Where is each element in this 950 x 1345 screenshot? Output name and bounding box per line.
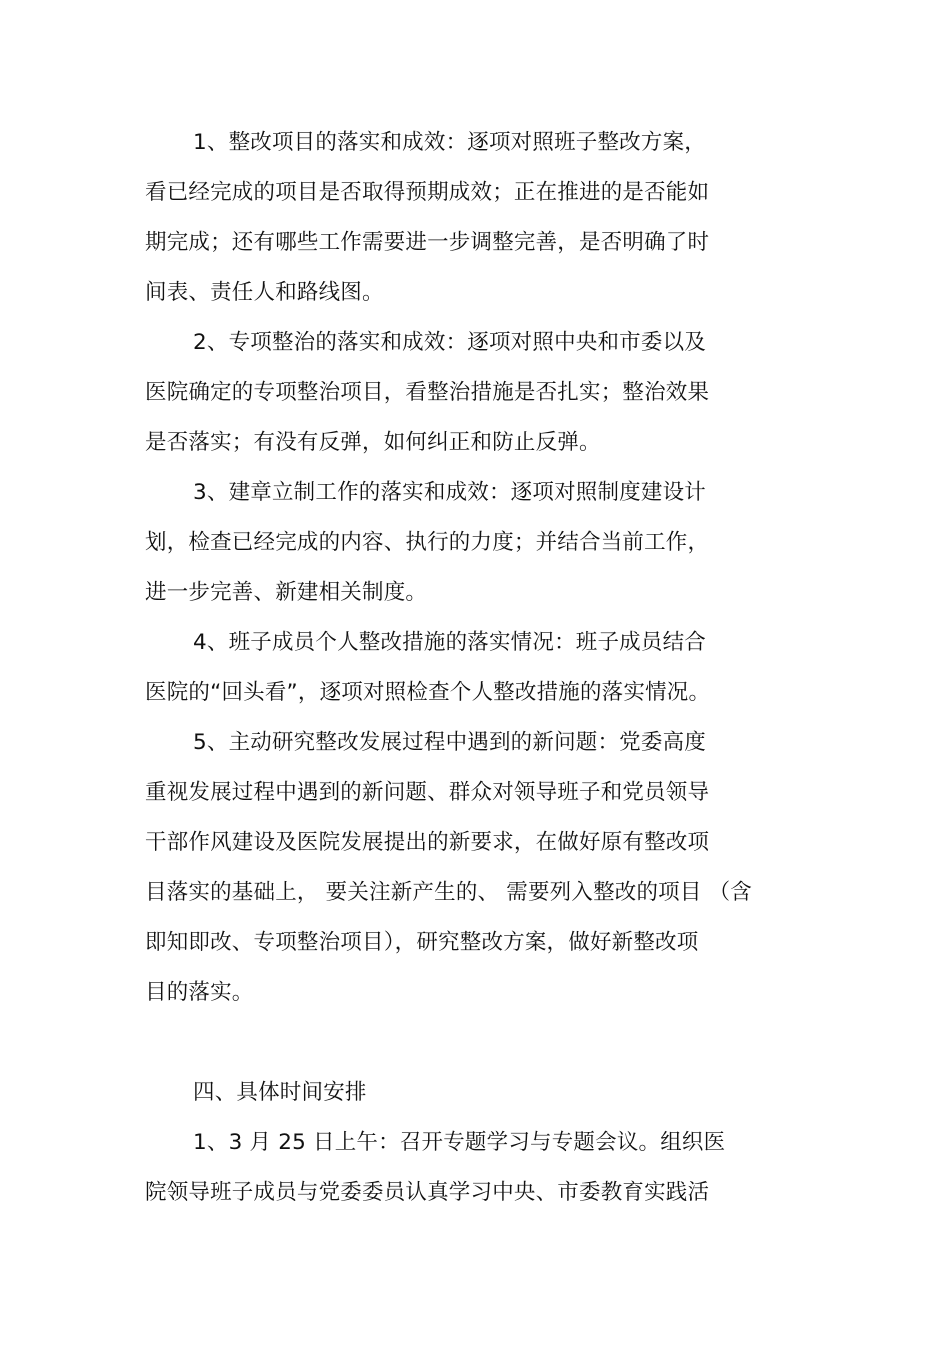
paragraph-2-line-2: 医院确定的专项整治项目，看整治措施是否扎实；整治效果 — [145, 380, 710, 405]
paragraph-5-line-4: 目落实的基础上， 要关注新产生的、 需要列入整改的项目 （含 — [145, 880, 753, 905]
paragraph-5-line-1: 5、主动研究整改发展过程中遇到的新问题：党委高度 — [193, 730, 706, 755]
paragraph-5-line-3: 干部作风建设及医院发展提出的新要求，在做好原有整改项 — [145, 830, 710, 855]
paragraph-2-line-3: 是否落实；有没有反弹，如何纠正和防止反弹。 — [145, 430, 601, 455]
paragraph-1-line-2: 看已经完成的项目是否取得预期成效；正在推进的是否能如 — [145, 180, 710, 205]
paragraph-3-line-2: 划，检查已经完成的内容、执行的力度；并结合当前工作， — [145, 530, 710, 555]
paragraph-1-line-4: 间表、责任人和路线图。 — [145, 280, 384, 305]
paragraph-1-line-3: 期完成；还有哪些工作需要进一步调整完善，是否明确了时 — [145, 230, 710, 255]
schedule-item-1-line-1: 1、3 月 25 日上午：召开专题学习与专题会议。组织医 — [193, 1130, 726, 1155]
paragraph-3-line-1: 3、建章立制工作的落实和成效：逐项对照制度建设计 — [193, 480, 706, 505]
paragraph-4-line-2: 医院的“回头看”，逐项对照检查个人整改措施的落实情况。 — [145, 680, 711, 705]
paragraph-5-line-6: 目的落实。 — [145, 980, 254, 1005]
paragraph-4-line-1: 4、班子成员个人整改措施的落实情况：班子成员结合 — [193, 630, 706, 655]
schedule-item-1-line-2: 院领导班子成员与党委委员认真学习中央、市委教育实践活 — [145, 1180, 710, 1205]
paragraph-1-line-1: 1、整改项目的落实和成效：逐项对照班子整改方案， — [193, 130, 706, 155]
paragraph-5-line-2: 重视发展过程中遇到的新问题、群众对领导班子和党员领导 — [145, 780, 710, 805]
paragraph-3-line-3: 进一步完善、新建相关制度。 — [145, 580, 428, 605]
section-heading: 四、具体时间安排 — [193, 1080, 367, 1105]
paragraph-5-line-5: 即知即改、专项整治项目），研究整改方案，做好新整改项 — [145, 930, 699, 955]
paragraph-2-line-1: 2、专项整治的落实和成效：逐项对照中央和市委以及 — [193, 330, 706, 355]
